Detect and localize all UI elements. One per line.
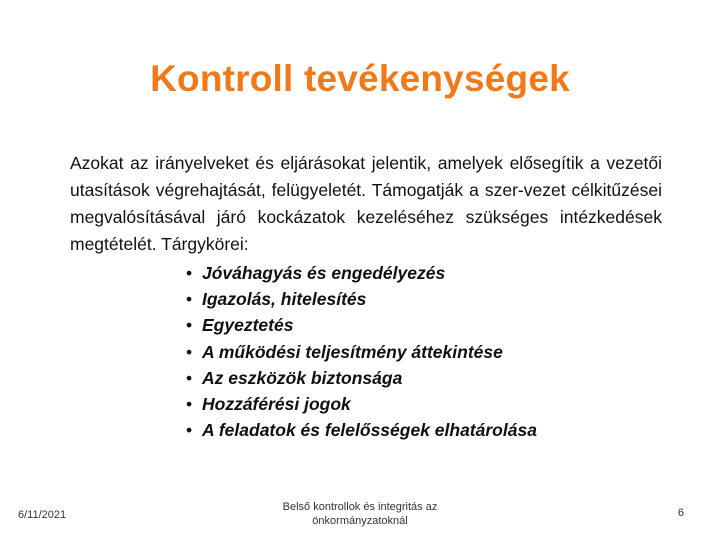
bullet-icon: • [186, 289, 193, 310]
list-item [186, 365, 537, 391]
bullet-list [186, 260, 537, 443]
list-item [186, 391, 537, 417]
list-item-text: A feladatok és felelősségek elhatárolása [202, 420, 537, 441]
slide-title: Kontroll tevékenységek [150, 58, 570, 99]
intro-text: Azokat az irányelveket és eljárásokat jelentik, amelyek elősegítik a vezetői utasítások végrehajtását, felügyeletét. Támogatják a szer-vezet célkitűzései megvalósításával járó kockázatok kezeléséhez szükséges intézkedések megtételét. Tárgykörei: [70, 153, 662, 254]
bullet-icon: • [186, 394, 193, 415]
page-number: 6 [677, 507, 684, 519]
footer-title: Belső kontrollok és integritás az önkormányzatoknál [282, 501, 438, 527]
list-item-text: Egyeztetés [202, 315, 294, 336]
list-item [186, 417, 537, 443]
list-item [186, 260, 537, 286]
bullet-icon: • [186, 263, 193, 283]
list-item-text: Hozzáférési jogok [202, 394, 351, 415]
list-item [186, 312, 537, 338]
list-item [186, 286, 537, 312]
bullet-icon: • [186, 367, 193, 388]
list-item-text: Igazolás, hitelesítés [202, 289, 367, 310]
intro-paragraph [70, 150, 662, 258]
footer-date: 6/11/2021 [18, 509, 67, 521]
list-item-text: Jóváhagyás és engedélyezés [202, 263, 446, 283]
bullet-icon: • [186, 341, 193, 362]
list-item-text: A működési teljesítmény áttekintése [202, 341, 503, 362]
bullet-icon: • [186, 420, 193, 441]
bullet-icon: • [186, 315, 193, 336]
list-item [186, 339, 537, 365]
list-item-text: Az eszközök biztonsága [202, 367, 403, 388]
